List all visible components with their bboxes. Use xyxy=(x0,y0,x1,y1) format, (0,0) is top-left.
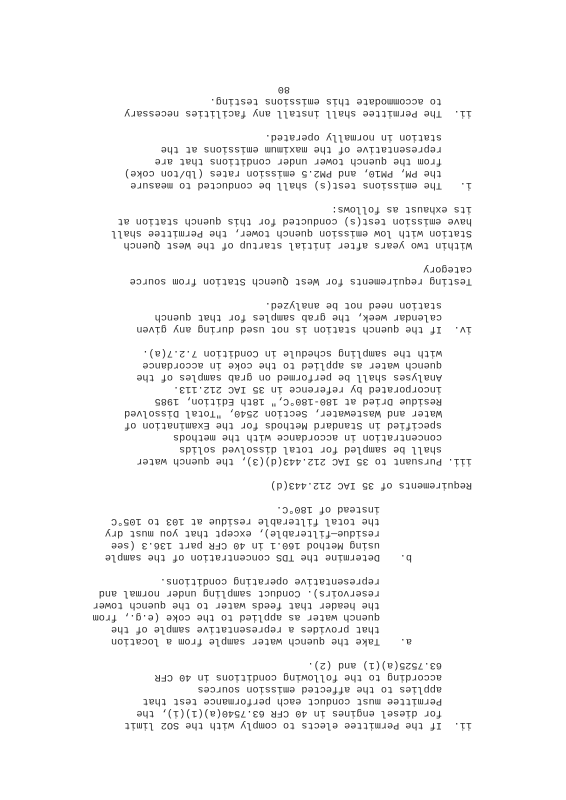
text-line: Water and Wastewater, Section 2540, "Total Dissolved xyxy=(124,407,442,418)
text-line: reservoirs). Conduct sampling under normal and xyxy=(98,587,380,598)
text-line: Within two years after initial startup of the West Quench xyxy=(123,239,472,250)
text-line: according to the following conditions in 40 CFR xyxy=(154,671,442,682)
list-marker: iv. xyxy=(453,323,472,334)
text-line: using Method 160.1 in 40 CFR part 136.3 (see xyxy=(111,539,380,550)
text-line: the total filterable residue at 103 to 105°C xyxy=(111,515,380,526)
text-line: station in normally operated. xyxy=(264,131,442,142)
section-heading: Requirements of 35 IAC 212.443(d) xyxy=(270,479,472,490)
text-line: with the sampling schedule in Condition 7.2.7(a). xyxy=(142,347,442,358)
text-line: Station with low emission quench tower, the Permittee shall xyxy=(111,227,472,238)
text-line: concentration in accordance with the methods xyxy=(173,431,442,442)
text-line: Take the quench water sample from a location xyxy=(111,635,380,646)
text-line: to accommodate this emissions testing. xyxy=(209,95,442,106)
text-line: instead of 180°C. xyxy=(276,503,380,514)
text-line: from the quench tower under conditions that are xyxy=(154,155,442,166)
list-marker: ii. xyxy=(453,107,472,118)
text-line: have emission test(s) conducted for this quench station at xyxy=(117,215,472,226)
text-line: calendar week, the grab samples for that quench xyxy=(154,311,442,322)
text-line: If the Permittee elects to comply with the SO2 limit xyxy=(124,719,442,730)
list-marker: b. xyxy=(399,551,412,562)
text-line: incorporated by reference in 35 IAC 212.113. xyxy=(173,383,442,394)
text-line: that provides a representative sample of the xyxy=(111,623,380,634)
text-line: quench water as applied to the coke in accordance xyxy=(142,359,442,370)
text-line: specified in Standard Methods for the Examination of xyxy=(124,419,442,430)
text-line: Residue Dried at 180-180°C," 18th Edition, 1985 xyxy=(154,395,442,406)
text-line: Permittee must conduct each performance test that xyxy=(142,695,442,706)
text-line: residue—filterable), except that you must dry xyxy=(104,527,380,538)
list-marker: a. xyxy=(399,635,412,646)
list-marker: ii. xyxy=(453,719,472,730)
text-line: the header that feeds water to the quench tower xyxy=(92,599,380,610)
page-number: 80 xyxy=(277,83,290,94)
text-line: 63.7525(a)(1) and (2). xyxy=(307,659,442,670)
text-line: Pursuant to 35 IAC 212.443(d)(3), the quench water xyxy=(136,455,442,466)
text-line: Analyses shall be performed on grab samples of the xyxy=(136,371,442,382)
text-line: shall be sampled for total dissolved solids xyxy=(179,443,442,454)
section-heading: category xyxy=(423,263,472,274)
text-line: its exhaust as follows: xyxy=(331,203,472,214)
text-line: quench water as applied to the coke (e.g., from xyxy=(92,611,380,622)
text-line: representative operating conditions. xyxy=(159,575,380,586)
text-line: The Permittee shall install any facilities necessary xyxy=(124,107,442,118)
text-line: the PM, PM10, and PM2.5 emission rates (lb/ton coke) xyxy=(124,167,442,178)
text-line: station need not be analyzed. xyxy=(264,299,442,310)
text-line: applies to the affected emission sources xyxy=(197,683,442,694)
text-line: for diesel engines in 40 CFR 63.7540(a)(1)(i), the xyxy=(136,707,442,718)
section-heading: Testing requirements for West Quench Station from source xyxy=(129,275,472,286)
list-marker: i. xyxy=(459,179,472,190)
text-line: representative of the maximum emissions at the xyxy=(160,143,442,154)
list-marker: iii. xyxy=(447,455,472,466)
text-line: Determine the TDS concentration of the sample xyxy=(104,551,380,562)
text-line: If the quench station is not used during any given xyxy=(136,323,442,334)
text-line: The emissions test(s) shall be conducted to measure xyxy=(130,179,442,190)
